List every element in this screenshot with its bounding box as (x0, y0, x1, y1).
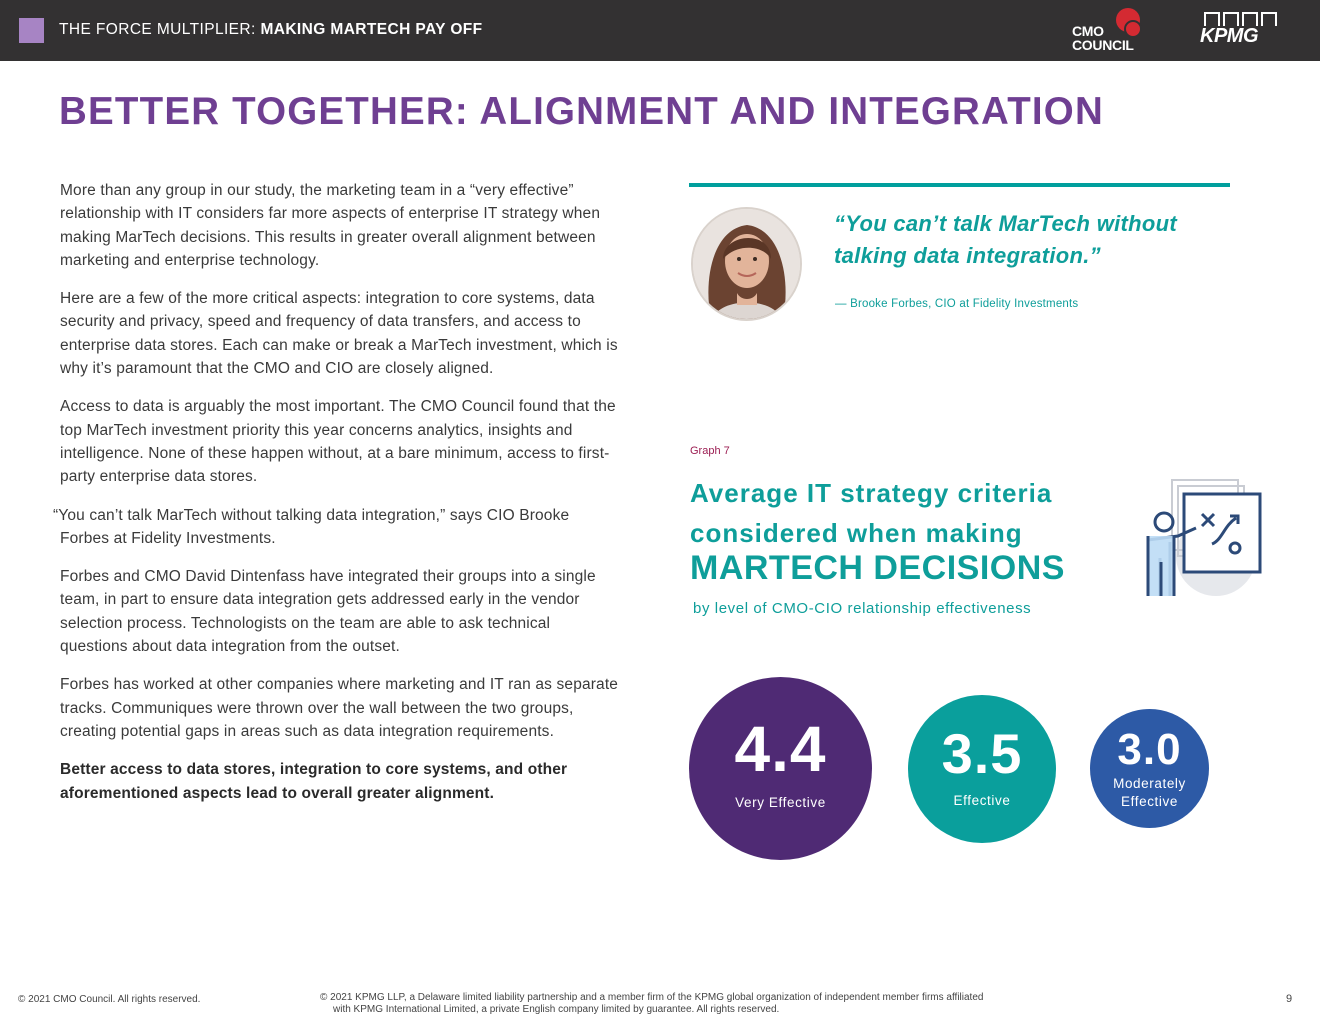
speaker-portrait (691, 207, 802, 321)
bubble-label: Very Effective (735, 795, 826, 810)
report-title-bold: MAKING MARTECH PAY OFF (260, 21, 483, 38)
page-number: 9 (1286, 993, 1293, 1005)
bubble-effective (908, 695, 1056, 843)
paragraph: “You can’t talk MarTech without talking data integration,” says CIO Brooke Forbes at Fidelity Investments. (53, 506, 570, 547)
paragraph: More than any group in our study, the marketing team in a “very effective” relationship with IT considers far more aspects of enterprise IT strategy when making MarTech decisions. This results in greater overall alignment between marketing and enterprise technology. (60, 182, 601, 269)
bubble-value: 3.0 (1117, 725, 1182, 774)
paragraph: Access to data is arguably the most important. The CMO Council found that the top MarTech investment priority this year concerns analytics, insights and intelligence. None of these happen without, at a bare minimum, access to first-party enterprise data stores. (60, 398, 616, 486)
bubble-label: Effective (953, 793, 1011, 808)
body-text (53, 179, 620, 820)
pull-quote: “You can’t talk MarTech without talking data integration.” (834, 211, 1177, 268)
paragraph: Here are a few of the more critical aspects: integration to core systems, data security and privacy, speed and frequency of data transfers, and access to enterprise data stores. Each can make or break a MarTech investment, which is why it’s paramount that the CMO and CIO are closely aligned. (60, 290, 618, 378)
presenter-strategy-board-icon (1138, 478, 1264, 600)
bubble-moderately-effective (1090, 709, 1209, 828)
cmo-council-logo: CMO COUNCIL (1066, 6, 1150, 56)
header-accent-square (19, 18, 44, 43)
page-heading: BETTER TOGETHER: ALIGNMENT AND INTEGRATION (59, 90, 1104, 133)
paragraph: Forbes and CMO David Dintenfass have integrated their groups into a single team, in part to ensure data integration gets addressed early in the vendor selection process. Technologists on the team are able to ask technical questions about data integration from the outset. (60, 568, 596, 656)
report-title (59, 21, 483, 39)
portrait-illustration (693, 209, 800, 319)
footer-copyright-kpmg: © 2021 KPMG LLP, a Delaware limited liability partnership and a member firm of the KPMG global organization of independent member firms affiliated with KPMG International Limited, a private English company limited by guarantee. All rights reserved. (320, 992, 984, 1015)
graph-subtitle: by level of CMO-CIO relationship effectiveness (693, 600, 1032, 617)
quote-divider (689, 183, 1230, 187)
header-bar (0, 0, 1320, 61)
kpmg-logo: KPMG (1198, 12, 1282, 48)
paragraph: Forbes has worked at other companies where marketing and IT ran as separate tracks. Communiques were thrown over the wall between the two groups, creating potential gaps in areas such as data integration requirements. (60, 676, 619, 740)
paragraph-conclusion: Better access to data stores, integration to core systems, and other aforementioned aspects lead to overall greater alignment. (60, 761, 568, 802)
bubble-value: 4.4 (734, 713, 827, 785)
graph-number: Graph 7 (690, 445, 730, 457)
bubble-very-effective (689, 677, 872, 860)
footer-copyright-cmo: © 2021 CMO Council. All rights reserved. (18, 994, 201, 1005)
report-title-prefix: THE FORCE MULTIPLIER: (59, 21, 261, 38)
graph-title: Average IT strategy criteria considered when making (690, 478, 1053, 548)
graph-title-emphasis: MARTECH DECISIONS (690, 549, 1065, 587)
bubble-value: 3.5 (941, 722, 1023, 785)
quote-attribution: — Brooke Forbes, CIO at Fidelity Investments (835, 298, 1079, 310)
bubble-label: Moderately Effective (1113, 776, 1186, 809)
